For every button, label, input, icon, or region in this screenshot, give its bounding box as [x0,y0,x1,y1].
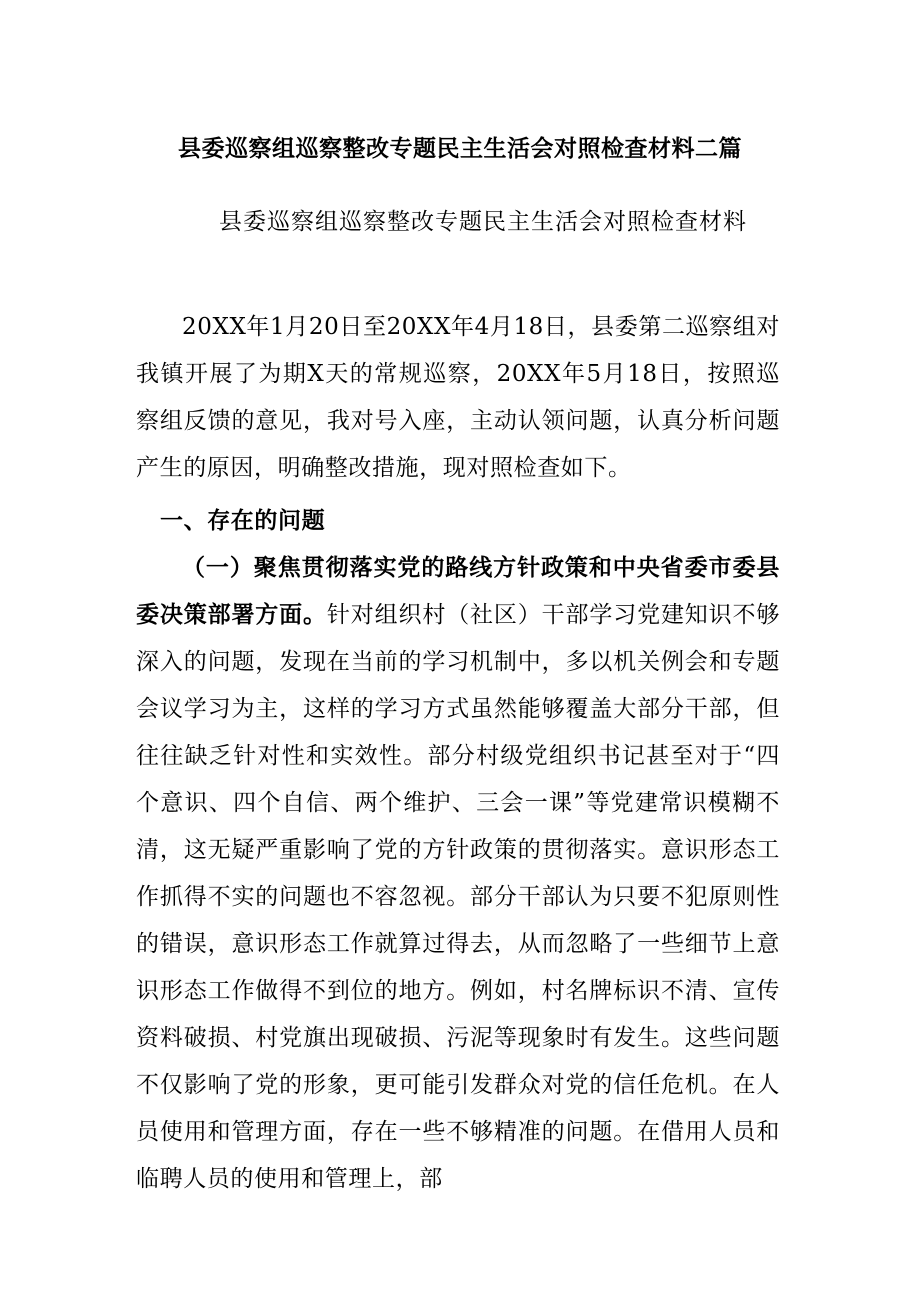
section-heading: 一、存在的问题 [160,508,326,534]
subsection-body: 针对组织村（社区）干部学习党建知识不够深入的问题，发现在当前的学习机制中，多以机关例会和专题会议学习为主，这样的学习方式虽然能够覆盖大部分干部，但往往缺乏针对性和实效性。部分村级党组织书记甚至对于“四个意识、四个自信、两个维护、三会一课”等党建常识模糊不清，这无疑严重影响了党的方针政策的贯彻落实。意识形态工作抓得不实的问题也不容忽视。部分干部认为只要不犯原则性的错误，意识形态工作就算过得去，从而忽略了一些细节上意识形态工作做得不到位的地方。例如，村名牌标识不清、宣传资料破损、村党旗出现破损、污泥等现象时有发生。这些问题不仅影响了党的形象，更可能引发群众对党的信任危机。在人员使用和管理方面，存在一些不够精准的问题。在借用人员和临聘人员的使用和管理上，部 [136,602,780,1192]
document-title: 县委巡察组巡察整改专题民主生活会对照检查材料二篇 [178,136,742,162]
intro-block [136,304,780,492]
intro-paragraph: 20XX年1月20日至20XX年4月18日，县委第二巡察组对我镇开展了为期X天的常规巡察，20XX年5月18日，按照巡察组反馈的意见，我对号入座，主动认领问题，认真分析问题产生的原因，明确整改措施，现对照检查如下。 [136,314,780,481]
subsection-lead: （一）聚焦贯彻落实党的路线方针政策和中央省委市委县委决策部署方面。 [136,555,780,628]
subsection-paragraph [136,545,780,1203]
document-subtitle: 县委巡察组巡察整改专题民主生活会对照检查材料 [219,209,747,235]
section-block [136,498,780,1203]
